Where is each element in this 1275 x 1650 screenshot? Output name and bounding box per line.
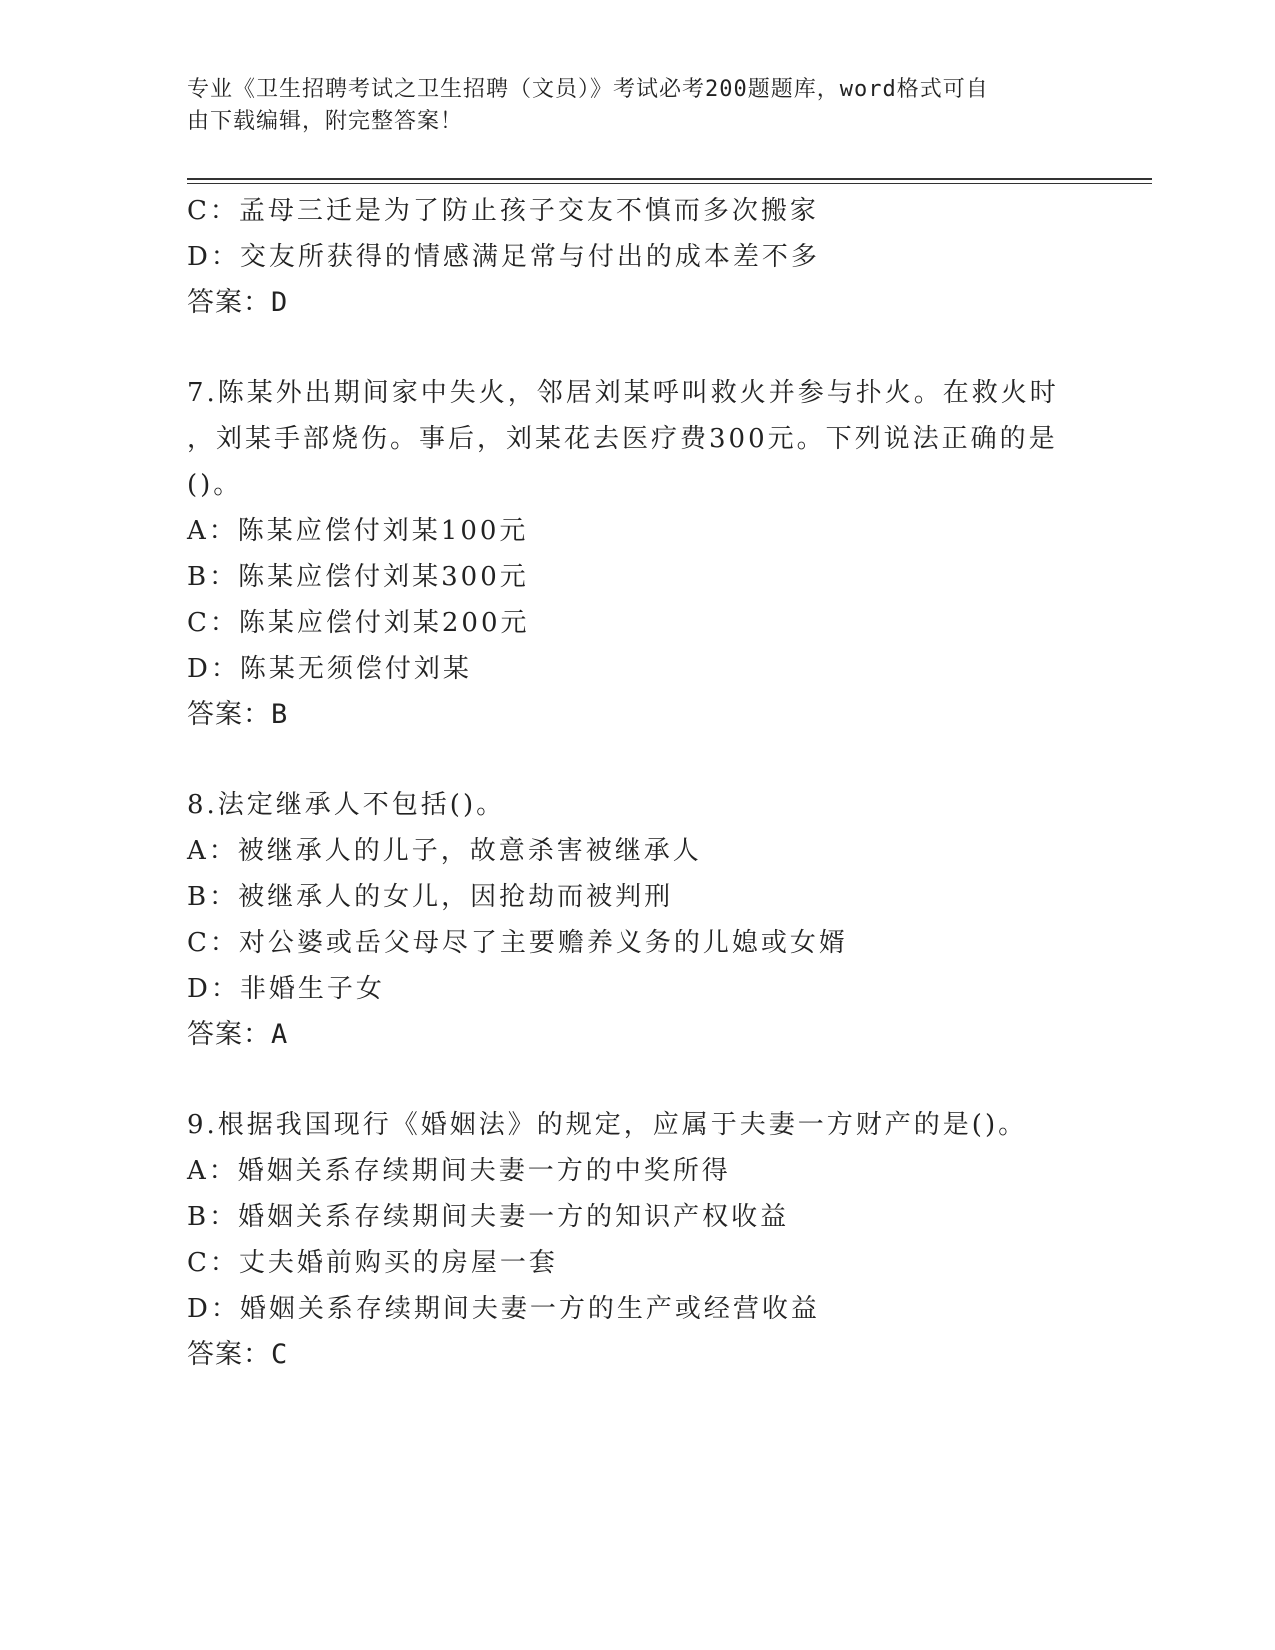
header-line-2: 由下载编辑，附完整答案！: [187, 109, 464, 134]
question-stem-line: ，刘某手部烧伤。事后，刘某花去医疗费300元。下列说法正确的是: [187, 424, 1058, 454]
question-stem-line: 7.陈某外出期间家中失火，邻居刘某呼叫救火并参与扑火。在救火时: [187, 378, 1059, 408]
answer-line: [187, 1332, 1077, 1378]
question-block-8: [187, 782, 1077, 1058]
option-d: D：婚姻关系存续期间夫妻一方的生产或经营收益: [187, 1294, 820, 1324]
header-line-1: 专业《卫生招聘考试之卫生招聘（文员）》考试必考200题题库，word格式可自: [187, 77, 989, 102]
option-d: D：非婚生子女: [187, 974, 385, 1004]
answer-value: B: [271, 699, 289, 730]
question-stem-line: 9.根据我国现行《婚姻法》的规定，应属于夫妻一方财产的是()。: [187, 1110, 1028, 1140]
answer-value: D: [271, 287, 289, 318]
answer-line: [187, 280, 1077, 326]
option-a: A：被继承人的儿子，故意杀害被继承人: [187, 836, 702, 866]
option-b: B：陈某应偿付刘某300元: [187, 562, 529, 592]
option-b: B：婚姻关系存续期间夫妻一方的知识产权收益: [187, 1202, 790, 1232]
option-c: C：陈某应偿付刘某200元: [187, 608, 530, 638]
header-divider-thin: [187, 183, 1152, 184]
question-block-9: [187, 1102, 1077, 1378]
option-d: D：交友所获得的情感满足常与付出的成本差不多: [187, 242, 820, 272]
header-divider-thick: [187, 178, 1152, 180]
question-block-7: [187, 370, 1077, 738]
spacer: [187, 738, 1077, 782]
answer-label: 答案：: [187, 287, 271, 318]
answer-value: A: [271, 1019, 289, 1050]
answer-line: [187, 692, 1077, 738]
option-a: A：陈某应偿付刘某100元: [187, 516, 529, 546]
option-d: D：陈某无须偿付刘某: [187, 654, 472, 684]
document-body: [187, 188, 1077, 1378]
answer-line: [187, 1012, 1077, 1058]
option-c: C：孟母三迁是为了防止孩子交友不慎而多次搬家: [187, 196, 819, 226]
question-stem-line: ()。: [187, 470, 243, 500]
question-block-6-continued: [187, 188, 1077, 326]
answer-label: 答案：: [187, 699, 271, 730]
spacer: [187, 1058, 1077, 1102]
answer-value: C: [271, 1339, 289, 1370]
option-c: C：对公婆或岳父母尽了主要赡养义务的儿媳或女婿: [187, 928, 848, 958]
answer-label: 答案：: [187, 1339, 271, 1370]
option-a: A：婚姻关系存续期间夫妻一方的中奖所得: [187, 1156, 731, 1186]
question-stem-line: 8.法定继承人不包括()。: [187, 790, 506, 820]
document-header: [187, 74, 1077, 138]
spacer: [187, 326, 1077, 370]
option-b: B：被继承人的女儿，因抢劫而被判刑: [187, 882, 674, 912]
answer-label: 答案：: [187, 1019, 271, 1050]
option-c: C：丈夫婚前购买的房屋一套: [187, 1248, 558, 1278]
